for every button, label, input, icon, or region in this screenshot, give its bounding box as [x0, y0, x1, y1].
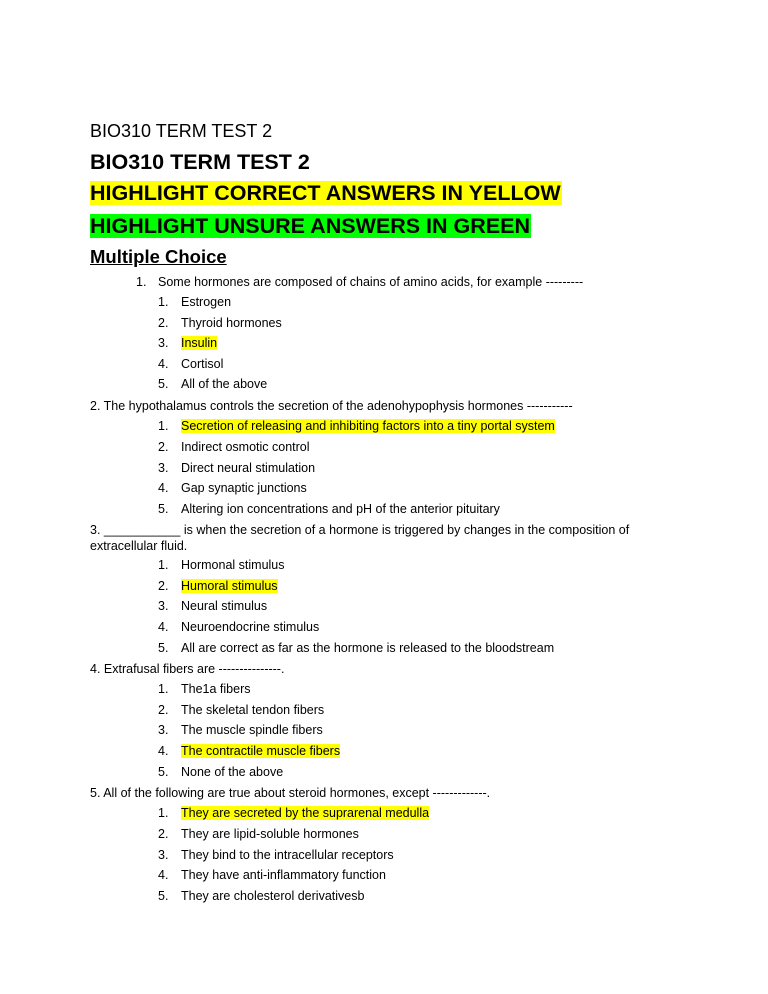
option-item[interactable] — [158, 356, 223, 372]
option-number: 4. — [158, 620, 169, 634]
option-text: They have anti-inflammatory function — [181, 868, 386, 882]
option-number: 4. — [158, 868, 169, 882]
question-stem: 3. ___________ is when the secretion of a hormone is triggered by changes in the composition of extracellular fluid. — [90, 523, 630, 553]
option-item[interactable] — [158, 702, 324, 718]
option-item[interactable] — [158, 376, 267, 392]
document-title-plain: BIO310 TERM TEST 2 — [90, 121, 273, 141]
option-number: 3. — [158, 461, 169, 475]
option-text: Estrogen — [181, 295, 232, 309]
option-number: 1. — [158, 419, 169, 433]
question-stem — [136, 274, 583, 290]
option-item[interactable] — [158, 557, 285, 573]
section-heading-multiple-choice: Multiple Choice — [90, 246, 227, 267]
option-number: 1. — [158, 558, 169, 572]
option-text: They are cholesterol derivativesb — [181, 889, 365, 903]
option-item[interactable] — [158, 315, 282, 331]
option-item[interactable] — [158, 501, 500, 517]
instruction-correct-yellow — [90, 180, 562, 207]
instruction-correct-text: HIGHLIGHT CORRECT ANSWERS IN YELLOW — [90, 181, 561, 205]
option-item[interactable] — [158, 619, 319, 635]
document-title-bold: BIO310 TERM TEST 2 — [90, 150, 310, 174]
option-text-highlighted: They are secreted by the suprarenal medulla — [181, 806, 430, 820]
option-text: Cortisol — [181, 357, 224, 371]
option-item-correct[interactable] — [158, 418, 555, 434]
instruction-unsure-text: HIGHLIGHT UNSURE ANSWERS IN GREEN — [90, 214, 530, 238]
option-number: 1. — [158, 295, 169, 309]
option-number: 5. — [158, 377, 169, 391]
option-text: Altering ion concentrations and pH of the anterior pituitary — [181, 502, 500, 516]
option-number: 4. — [158, 357, 169, 371]
option-item[interactable] — [158, 681, 250, 697]
option-text: Direct neural stimulation — [181, 461, 316, 475]
option-text: The1a fibers — [181, 682, 251, 696]
option-item[interactable] — [158, 640, 554, 656]
option-text: Indirect osmotic control — [181, 440, 310, 454]
option-text: Gap synaptic junctions — [181, 481, 307, 495]
option-number: 5. — [158, 889, 169, 903]
option-text: None of the above — [181, 765, 284, 779]
option-item-correct[interactable] — [158, 335, 217, 351]
option-number: 3. — [158, 723, 169, 737]
option-item[interactable] — [158, 867, 386, 883]
option-item-correct[interactable] — [158, 743, 340, 759]
option-number: 2. — [158, 316, 169, 330]
option-text-highlighted: Humoral stimulus — [181, 579, 278, 593]
question-stem: 5. All of the following are true about steroid hormones, except -------------. — [90, 786, 491, 800]
option-number: 3. — [158, 336, 169, 350]
option-number: 5. — [158, 502, 169, 516]
option-text: Neural stimulus — [181, 599, 268, 613]
option-item[interactable] — [158, 480, 307, 496]
option-item-correct[interactable] — [158, 805, 429, 821]
option-number: 5. — [158, 765, 169, 779]
option-item[interactable] — [158, 460, 315, 476]
option-item[interactable] — [158, 847, 394, 863]
option-text: The skeletal tendon fibers — [181, 703, 325, 717]
question-stem: 4. Extrafusal fibers are ---------------. — [90, 662, 285, 676]
option-number: 4. — [158, 481, 169, 495]
question-text: Some hormones are composed of chains of amino acids, for example --------- — [158, 275, 584, 289]
option-number: 2. — [158, 827, 169, 841]
option-item-correct[interactable] — [158, 578, 278, 594]
option-item[interactable] — [158, 439, 310, 455]
option-item[interactable] — [158, 294, 231, 310]
question-stem: 2. The hypothalamus controls the secretion of the adenohypophysis hormones ----------- — [90, 399, 573, 413]
option-item[interactable] — [158, 764, 283, 780]
option-text: Hormonal stimulus — [181, 558, 285, 572]
option-number: 4. — [158, 744, 169, 758]
option-text: They are lipid-soluble hormones — [181, 827, 359, 841]
option-text-highlighted: Secretion of releasing and inhibiting factors into a tiny portal system — [181, 419, 555, 433]
option-text: All are correct as far as the hormone is released to the bloodstream — [181, 641, 555, 655]
option-text: Thyroid hormones — [181, 316, 282, 330]
option-text-highlighted: Insulin — [181, 336, 218, 350]
option-text: They bind to the intracellular receptors — [181, 848, 394, 862]
option-item[interactable] — [158, 722, 323, 738]
option-text: Neuroendocrine stimulus — [181, 620, 320, 634]
option-number: 2. — [158, 440, 169, 454]
option-number: 3. — [158, 599, 169, 613]
instruction-unsure-green — [90, 213, 531, 240]
option-number: 5. — [158, 641, 169, 655]
option-number: 3. — [158, 848, 169, 862]
question-number: 1. — [136, 275, 147, 289]
option-text: All of the above — [181, 377, 268, 391]
option-text: The muscle spindle fibers — [181, 723, 323, 737]
option-item[interactable] — [158, 888, 364, 904]
option-number: 2. — [158, 703, 169, 717]
option-number: 1. — [158, 806, 169, 820]
option-number: 1. — [158, 682, 169, 696]
option-number: 2. — [158, 579, 169, 593]
option-item[interactable] — [158, 598, 267, 614]
option-text-highlighted: The contractile muscle fibers — [181, 744, 341, 758]
option-item[interactable] — [158, 826, 359, 842]
